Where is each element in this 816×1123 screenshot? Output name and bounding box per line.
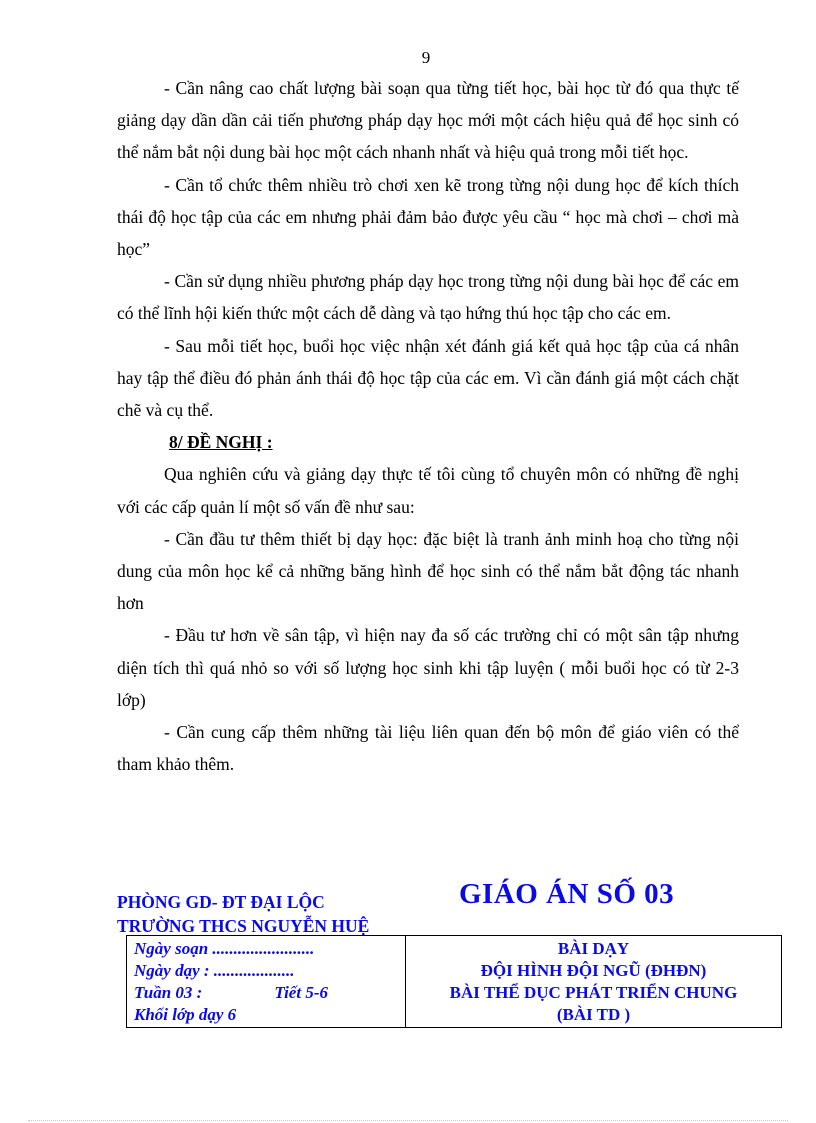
lesson-schedule-cell <box>127 936 406 1027</box>
grade-label: Khối lớp dạy 6 <box>134 1005 237 1024</box>
school-header <box>117 890 369 938</box>
topic-label: BÀI DẠY <box>557 939 630 958</box>
document-body <box>117 72 739 780</box>
paragraph: - Cần cung cấp thêm những tài liệu liên quan đến bộ môn để giáo viên có thể tham khảo thêm. <box>117 722 739 775</box>
paragraph: - Sau mỗi tiết học, buổi học việc nhận xét đánh giá kết quả học tập của cá nhân hay tập thể điều đó phản ánh thái độ học tập của các em. Vì cần đánh giá một cách chặt chẽ và cụ thể. <box>117 335 739 421</box>
week-label: Tuần 03 : <box>134 983 203 1002</box>
page-number: 9 <box>421 48 431 67</box>
paragraph: - Cần đầu tư thêm thiết bị dạy học: đặc biệt là tranh ảnh minh hoạ cho từng nội dung của môn học kể cả những băng hình để học sinh có thể nắm bắt động tác nhanh hơn <box>117 528 739 614</box>
paragraph: - Cần tổ chức thêm nhiều trò chơi xen kẽ trong từng nội dung học để kích thích thái độ học tập của các em nhưng phải đảm bảo được yêu cầu “ học mà chơi – chơi mà học” <box>117 174 739 260</box>
paragraph: Qua nghiên cứu và giảng dạy thực tế tôi cùng tổ chuyên môn có những đề nghị với các cấp quản lí một số vấn đề như sau: <box>117 464 739 517</box>
period-label: Tiết 5-6 <box>274 983 328 1002</box>
paragraph: - Đầu tư hơn về sân tập, vì hiện nay đa số các trường chỉ có một sân tập nhưng diện tích thì quá nhỏ so với số lượng học sinh khi tập luyện ( mỗi buổi học có từ 2-3 lớp) <box>117 625 739 710</box>
section-heading: 8/ ĐỀ NGHỊ : <box>169 432 273 453</box>
topic-line: (BÀI TD ) <box>556 1005 631 1024</box>
paragraph: - Cần nâng cao chất lượng bài soạn qua từng tiết học, bài học từ đó qua thực tế giảng dạy dần dần cải tiến phương pháp dạy học mới một cách hiệu quả để học sinh có thể nắm bắt nội dung bài học một cách nhanh nhất và hiệu quả trong mỗi tiết học. <box>117 78 739 163</box>
school-name: TRƯỜNG THCS NGUYỄN HUỆ <box>117 916 370 936</box>
footer-divider <box>28 1120 788 1121</box>
paragraph: - Cần sử dụng nhiều phương pháp dạy học trong từng nội dung bài học để các em có thể lĩnh hội kiến thức một cách dễ dàng và tạo hứng thú học tập cho các em. <box>117 271 739 324</box>
prep-date: Ngày soạn ........................ <box>134 939 315 958</box>
teach-date: Ngày dạy : ................... <box>134 961 295 980</box>
department-name: PHÒNG GD- ĐT ĐẠI LỘC <box>117 892 325 912</box>
topic-line: BÀI THỂ DỤC PHÁT TRIỂN CHUNG <box>449 983 738 1002</box>
lesson-title: GIÁO ÁN SỐ 03 <box>459 878 675 910</box>
lesson-info-table <box>126 935 782 1028</box>
topic-line: ĐỘI HÌNH ĐỘI NGŨ (ĐHĐN) <box>480 961 707 980</box>
lesson-topic-cell <box>406 936 781 1027</box>
